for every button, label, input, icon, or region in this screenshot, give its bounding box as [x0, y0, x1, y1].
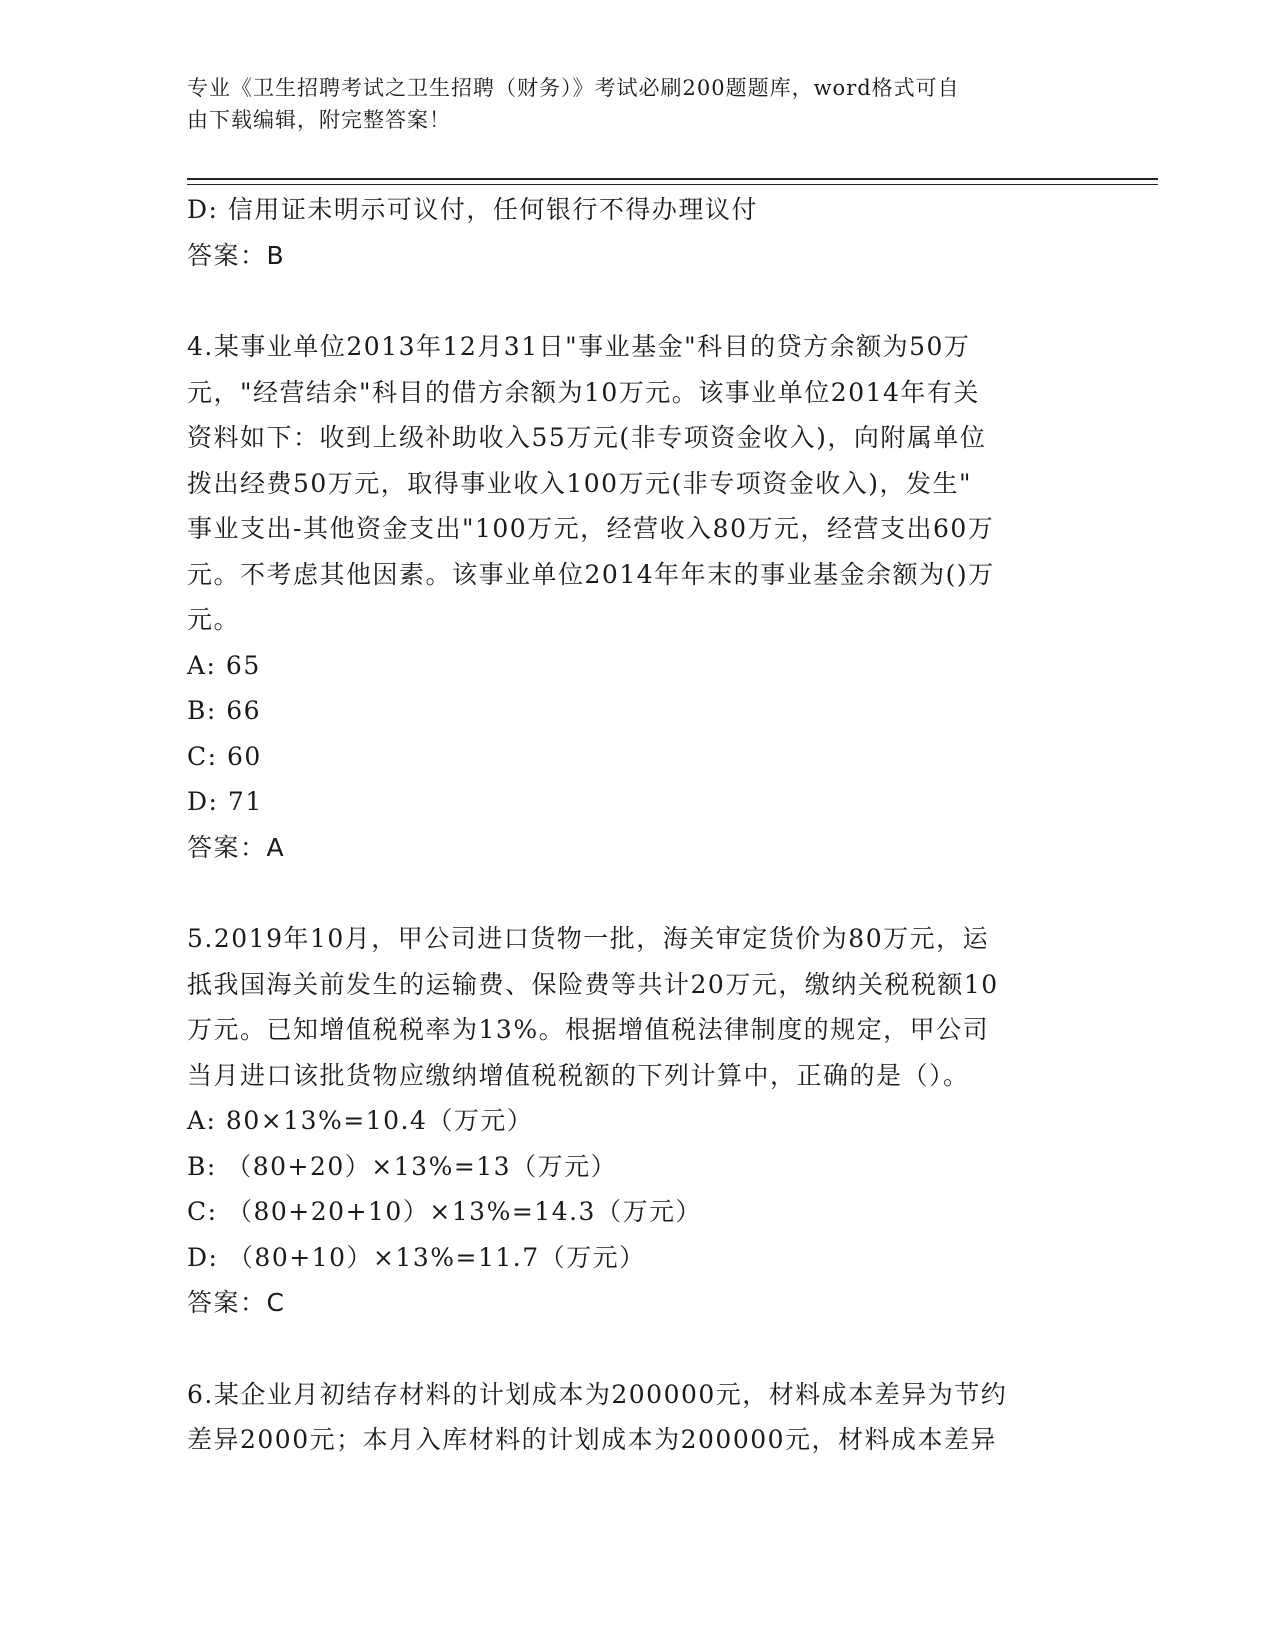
question-3-answer: 答案：B [187, 240, 286, 270]
question-4-stem-line: 元，"经营结余"科目的借方余额为10万元。该事业单位2014年有关 [187, 377, 980, 407]
question-5-stem-line: 5.2019年10月，甲公司进口货物一批，海关审定货价为80万元，运 [187, 924, 990, 953]
question-6-stem-line: 差异2000元；本月入库材料的计划成本为200000元，材料成本差异 [187, 1425, 998, 1454]
question-4-option-c: C: 60 [187, 741, 262, 771]
question-4-stem-line: 拨出经费50万元，取得事业收入100万元(非专项资金收入)，发生" [187, 468, 973, 498]
question-4-option-b: B: 66 [187, 696, 262, 725]
question-4-stem-line: 元。 [187, 605, 241, 634]
document-body [187, 187, 1087, 1463]
question-5-stem-line: 万元。已知增值税税率为13%。根据增值税法律制度的规定，甲公司 [187, 1015, 990, 1044]
question-3-tail [187, 187, 1087, 278]
question-4-stem-line: 元。不考虑其他因素。该事业单位2014年年末的事业基金余额为()万 [187, 559, 995, 589]
question-4 [187, 324, 1087, 870]
question-4-stem-line: 4.某事业单位2013年12月31日"事业基金"科目的贷方余额为50万 [187, 332, 971, 361]
question-6 [187, 1372, 1087, 1463]
header-line-2: 由下载编辑，附完整答案！ [187, 108, 451, 132]
question-4-stem-line: 事业支出-其他资金支出"100万元，经营收入80万元，经营支出60万 [187, 514, 995, 543]
question-4-option-d: D: 71 [187, 787, 263, 816]
question-5 [187, 916, 1087, 1326]
question-4-stem-line: 资料如下：收到上级补助收入55万元(非专项资金收入)，向附属单位 [187, 423, 987, 452]
header-line-1: 专业《卫生招聘考试之卫生招聘（财务）》考试必刷200题题库，word格式可自 [187, 76, 960, 100]
question-5-option-c: C: （80+20+10）×13%=14.3（万元） [187, 1197, 702, 1226]
question-5-option-d: D: （80+10）×13%=11.7（万元） [187, 1242, 646, 1272]
header-divider-thick [187, 178, 1158, 180]
question-3-option-d: D: 信用证未明示可议付，任何银行不得办理议付 [187, 195, 758, 224]
question-6-stem [187, 1372, 1087, 1463]
question-5-answer: 答案：C [187, 1288, 286, 1317]
question-4-answer: 答案：A [187, 832, 286, 862]
question-5-option-b: B: （80+20）×13%=13（万元） [187, 1151, 618, 1181]
header-divider-thin [187, 184, 1158, 185]
question-5-option-a: A: 80×13%=10.4（万元） [187, 1106, 534, 1135]
question-6-stem-line: 6.某企业月初结存材料的计划成本为200000元，材料成本差异为节约 [187, 1379, 1008, 1409]
question-4-option-a: A: 65 [187, 650, 261, 680]
page-header [187, 72, 1067, 136]
question-4-stem [187, 324, 1087, 643]
question-5-stem [187, 916, 1087, 1098]
question-5-stem-line: 当月进口该批货物应缴纳增值税税额的下列计算中，正确的是（）。 [187, 1060, 970, 1090]
question-5-stem-line: 抵我国海关前发生的运输费、保险费等共计20万元，缴纳关税税额10 [187, 969, 999, 999]
